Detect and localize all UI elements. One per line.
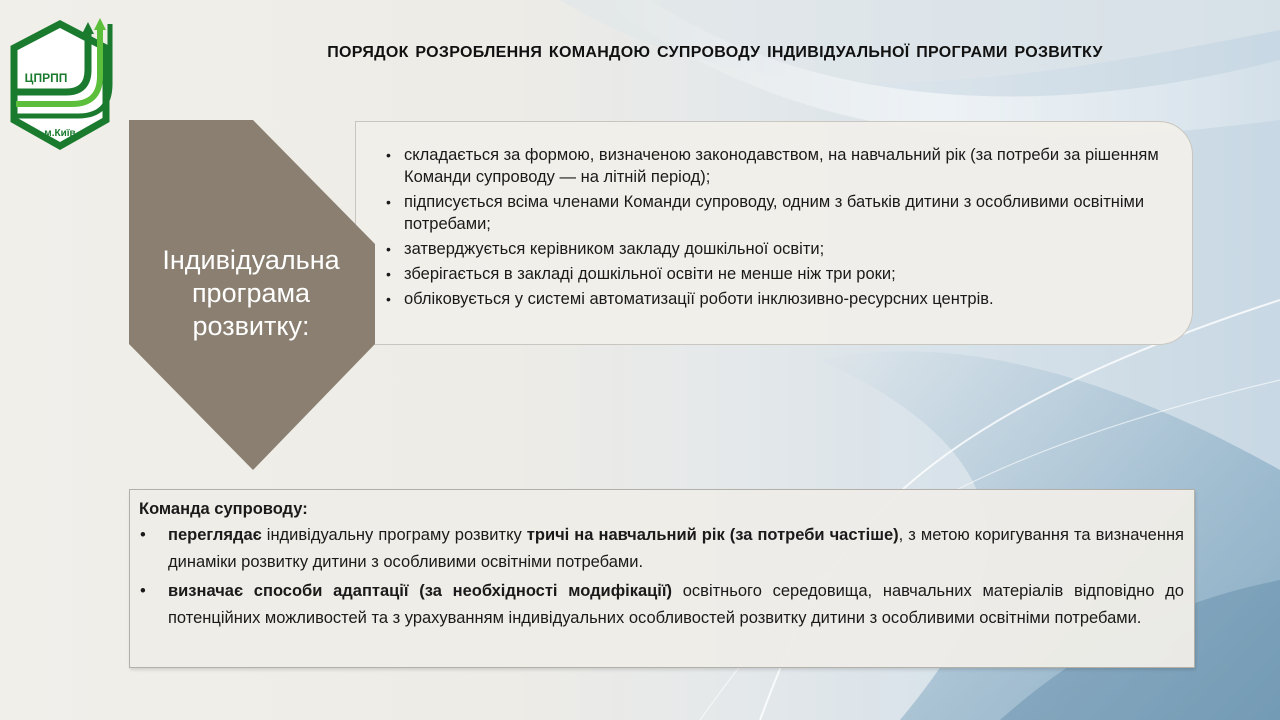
organization-logo (6, 18, 114, 154)
bullet-icon: • (386, 241, 391, 257)
logo-bottom-text: м.Київ (44, 128, 76, 139)
list-item (386, 288, 1176, 310)
team-box (129, 489, 1195, 668)
team-heading: Команда супроводу: (139, 500, 308, 518)
list-item (139, 522, 1184, 576)
info-card (355, 121, 1193, 345)
emphasis-text: переглядає (168, 526, 262, 544)
emphasis-text: визначає способи адаптації (за необхідності модифікації) (168, 582, 673, 600)
list-item (386, 263, 1176, 285)
list-item (139, 578, 1184, 632)
list-item (386, 191, 1176, 235)
bullet-icon: • (140, 526, 146, 544)
team-list (139, 522, 1184, 632)
logo-top-text: ЦПРПП (24, 71, 68, 85)
body-text: індивідуальну програму розвитку (261, 526, 527, 544)
emphasis-text: тричі на навчальний рік (за потреби частіше) (526, 526, 899, 544)
body-text: , з метою коригування та визначення динаміки розвитку дитини з особливими освітніми потребами. (168, 526, 1184, 571)
bullet-icon: • (386, 266, 391, 282)
list-item-text: обліковується у системі автоматизації роботи інклюзивно-ресурсних центрів. (404, 290, 994, 308)
bullet-icon: • (386, 291, 391, 307)
chevron-label (129, 244, 373, 343)
list-item-text: зберігається в закладі дошкільної освіти не менше ніж три роки; (404, 265, 896, 283)
body-text: освітнього середовища, навчальних матеріалів відповідно до потенційних можливостей та з урахуванням індивідуальних особливостей розвитку дитини з особливими освітніми потребами. (168, 582, 1184, 627)
list-item-text: підписується всіма членами Команди супроводу, одним з батьків дитини з особливими освітніми потребами; (404, 193, 1145, 233)
bullet-icon: • (386, 147, 391, 163)
chevron-label-line: розвитку: (192, 311, 310, 341)
slide-title: ПОРЯДОК РОЗРОБЛЕННЯ КОМАНДОЮ СУПРОВОДУ ІНДИВІДУАЛЬНОЇ ПРОГРАМИ РОЗВИТКУ (327, 44, 1103, 61)
list-item (386, 238, 1176, 260)
chevron-label-line: Індивідуальна (162, 245, 340, 275)
list-item (386, 144, 1176, 188)
bullet-icon: • (386, 194, 391, 210)
bullet-icon: • (140, 582, 146, 600)
list-item-text: затверджується керівником закладу дошкільної освіти; (404, 240, 825, 258)
list-item-text: складається за формою, визначеною законодавством, на навчальний рік (за потреби за рішенням Команди супроводу — на літній період); (404, 146, 1159, 186)
info-list (386, 144, 1176, 310)
chevron-label-line: програма (191, 278, 311, 308)
